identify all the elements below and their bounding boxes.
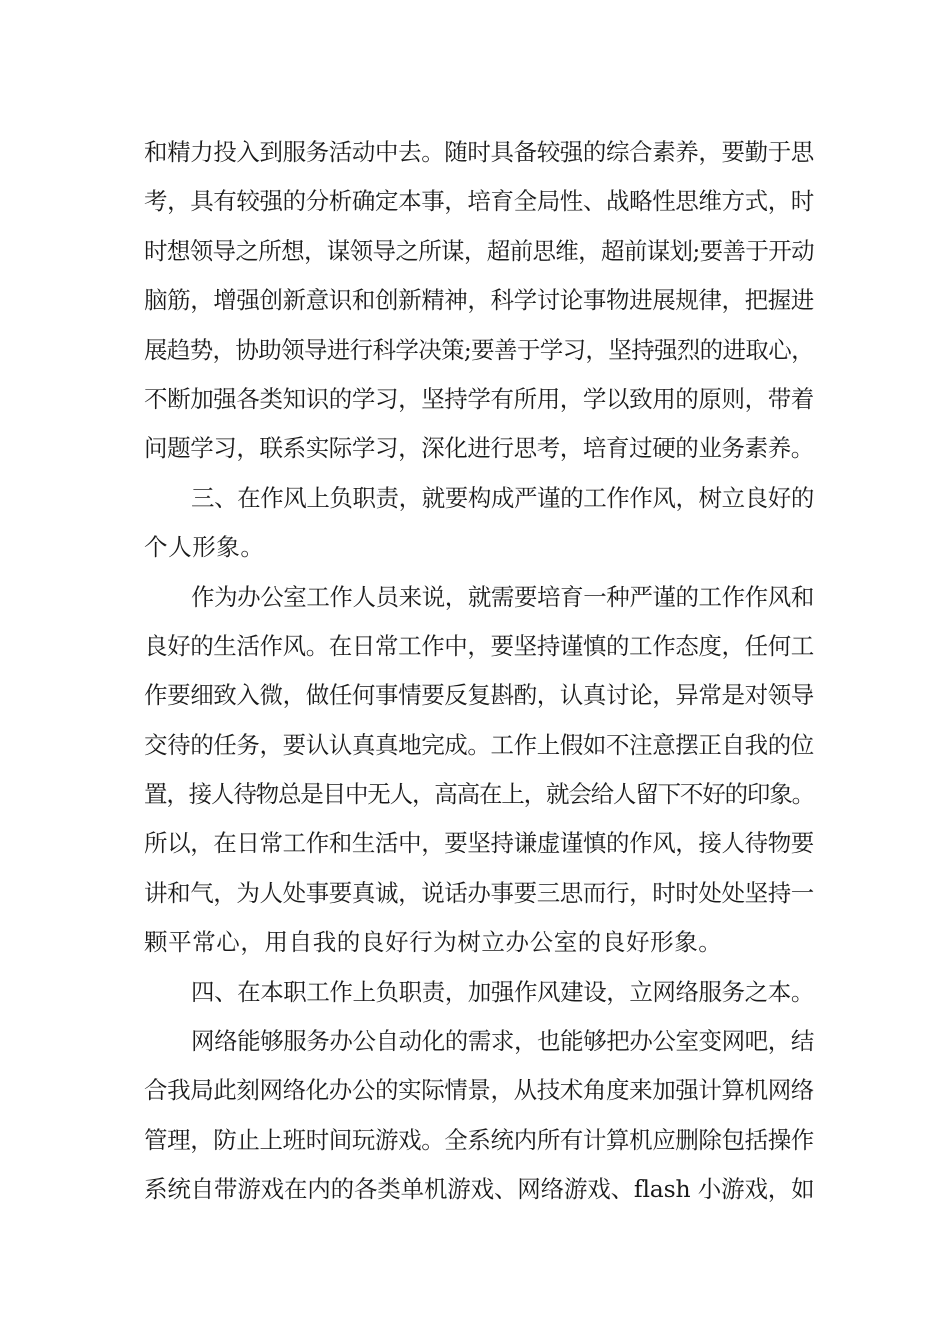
text-line: 和精力投入到服务活动中去。随时具备较强的综合素养，要勤于思: [144, 138, 814, 166]
text-line: 系统自带游戏在内的各类单机游戏、网络游戏、flash 小游戏，如: [144, 1175, 815, 1204]
text-line: 管理，防止上班时间玩游戏。全系统内所有计算机应删除包括操作: [144, 1125, 814, 1154]
text-line: 合我局此刻网络化办公的实际情景，从技术角度来加强计算机网络: [144, 1076, 814, 1105]
text-line: 作为办公室工作人员来说，就需要培育一种严谨的工作作风和: [191, 582, 814, 611]
text-line: 颗平常心，用自我的良好行为树立办公室的良好形象。: [144, 928, 723, 957]
text-line: 展趋势，协助领导进行科学决策;要善于学习，坚持强烈的进取心，: [144, 335, 814, 364]
document-body: [144, 128, 814, 1215]
text-line: 所以，在日常工作和生活中，要坚持谦虚谨慎的作风，接人待物要: [144, 829, 814, 858]
text-line: 网络能够服务办公自动化的需求，也能够把办公室变网吧，结: [191, 1027, 814, 1056]
text-line: 考，具有较强的分析确定本事，培育全局性、战略性思维方式，时: [144, 187, 814, 216]
text-line: 置，接人待物总是目中无人，高高在上，就会给人留下不好的印象。: [144, 780, 814, 809]
text-line: 个人形象。: [144, 533, 265, 562]
text-line: 时想领导之所想，谋领导之所谋，超前思维，超前谋划;要善于开动: [144, 236, 814, 265]
text-line: 不断加强各类知识的学习，坚持学有所用，学以致用的原则，带着: [144, 384, 814, 413]
text-line: 三、在作风上负职责，就要构成严谨的工作作风，树立良好的: [191, 483, 814, 512]
text-line: 交待的任务，要认认真真地完成。工作上假如不注意摆正自我的位: [144, 730, 814, 759]
text-line: 四、在本职工作上负职责，加强作风建设，立网络服务之本。: [191, 977, 814, 1006]
text-line: 作要细致入微，做任何事情要反复斟酌，认真讨论，异常是对领导: [144, 681, 814, 710]
text-line: 良好的生活作风。在日常工作中，要坚持谨慎的工作态度，任何工: [144, 631, 814, 660]
text-line: 脑筋，增强创新意识和创新精神，科学讨论事物进展规律，把握进: [144, 286, 814, 315]
text-line: 问题学习，联系实际学习，深化进行思考，培育过硬的业务素养。: [144, 434, 814, 463]
text-line: 讲和气，为人处事要真诚，说话办事要三思而行，时时处处坚持一: [144, 878, 814, 907]
